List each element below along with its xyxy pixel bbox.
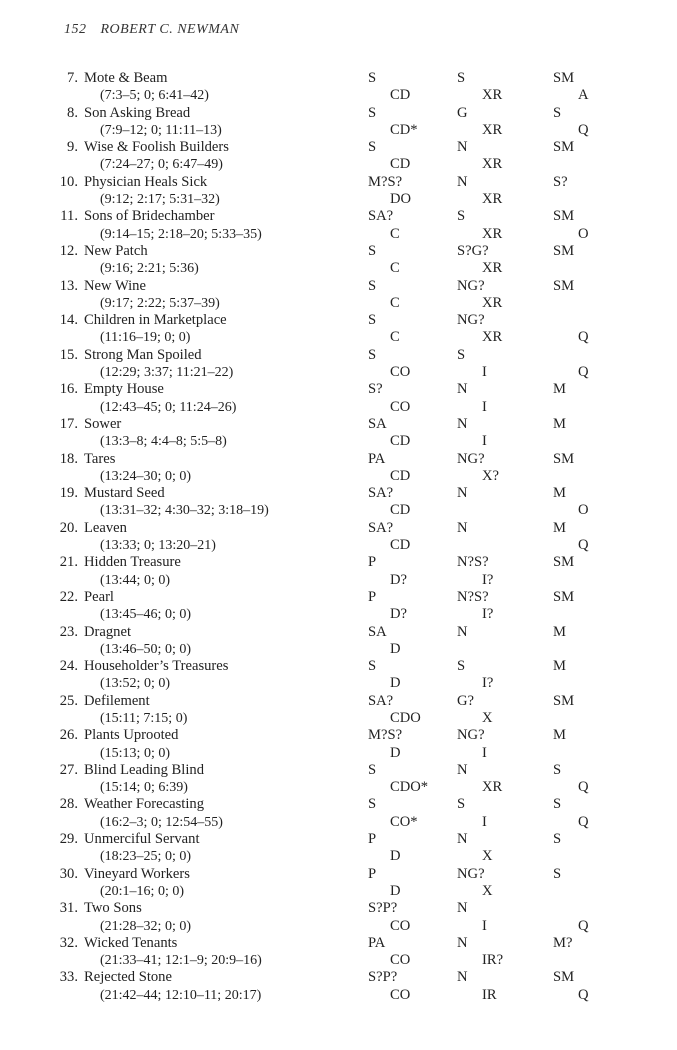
table-row [0,485,677,520]
column-1-code: S [368,70,377,86]
column-1-code: S?P? [368,969,398,986]
column-2-code: G [457,104,468,121]
column-1-code: S [368,346,377,363]
column-1-subcode: CO [390,986,411,1003]
column-1-code: PA [368,934,386,951]
table-row [0,900,677,935]
column-3-code: SM [553,277,575,294]
entry-number: 8. [67,104,78,121]
column-3-code: SM [553,139,575,156]
column-2-subcode: XR [482,260,503,277]
column-1-code: SA [368,415,387,432]
scripture-reference: (12:29; 3:37; 11:21–22) [100,365,234,381]
column-1-code: P [368,831,377,848]
column-3-subcode: Q [578,986,589,1003]
column-1-subcode: CD [390,433,411,450]
scripture-reference: (16:2–3; 0; 12:54–55) [100,814,223,830]
column-2-subcode: I [482,398,487,415]
column-1-code: S? [368,381,383,398]
column-2-code: N [457,519,468,536]
column-1-code: S [368,312,377,329]
column-2-subcode: I [482,364,487,381]
table-row [0,70,677,105]
column-2-subcode: X [482,709,493,726]
column-2-code: N [457,173,468,190]
table-row [0,866,677,901]
column-1-subcode: CDO [390,709,421,726]
entry-number: 32. [59,934,78,951]
scripture-reference: (7:9–12; 0; 11:11–13) [100,122,222,138]
parable-name: Vineyard Workers [84,865,190,882]
table-row [0,174,677,209]
table-row [0,381,677,416]
column-2-subcode: XR [482,191,503,208]
entry-number: 29. [59,831,78,848]
entry-number: 9. [67,139,78,156]
column-3-code: S [553,865,562,882]
column-1-subcode: CO [390,364,411,381]
column-1-code: S [368,796,377,813]
entry-number: 24. [59,658,78,675]
column-3-code: M [553,727,566,744]
table-row [0,969,677,1004]
parable-name: Dragnet [84,623,132,640]
column-1-subcode: D [390,640,401,657]
parable-name: Householder’s Treasures [84,658,229,675]
running-head [64,22,239,38]
entry-number: 7. [67,70,78,86]
scripture-reference: (9:17; 2:22; 5:37–39) [100,295,220,311]
column-1-subcode: C [390,260,400,277]
column-3-subcode: Q [578,329,589,346]
column-3-code: SM [553,242,575,259]
column-3-subcode: Q [578,917,589,934]
column-2-code: N [457,934,468,951]
entry-number: 23. [59,623,78,640]
column-2-subcode: I [482,744,487,761]
column-2-code: S [457,208,466,225]
entry-number: 13. [59,277,78,294]
column-2-subcode: XR [482,87,503,104]
column-3-code: M [553,381,566,398]
parable-name: Wicked Tenants [84,934,178,951]
parable-name: Mustard Seed [84,485,165,502]
parable-name: Tares [84,450,116,467]
entry-number: 26. [59,727,78,744]
table-row [0,796,677,831]
column-2-subcode: X [482,848,493,865]
column-2-code: S [457,658,466,675]
scripture-reference: (13:46–50; 0; 0) [100,641,191,657]
scripture-reference: (18:23–25; 0; 0) [100,849,191,865]
column-1-subcode: CD [390,467,411,484]
scripture-reference: (11:16–19; 0; 0) [100,330,191,346]
column-1-subcode: CD [390,502,411,519]
entry-number: 33. [59,969,78,986]
table-row [0,105,677,140]
column-2-code: N [457,381,468,398]
column-2-code: N [457,900,468,917]
entry-number: 17. [59,415,78,432]
table-row [0,278,677,313]
column-1-code: P [368,865,377,882]
entry-number: 28. [59,796,78,813]
column-3-code: SM [553,208,575,225]
table-row [0,727,677,762]
column-3-code: SM [553,588,575,605]
parable-name: New Patch [84,242,148,259]
table-row [0,347,677,382]
table-row [0,935,677,970]
parable-name: Mote & Beam [84,70,168,86]
parable-name: Sons of Bridechamber [84,208,215,225]
column-2-code: S?G? [457,242,489,259]
column-1-code: SA? [368,485,394,502]
column-2-subcode: XR [482,225,503,242]
scripture-reference: (13:33; 0; 13:20–21) [100,538,216,554]
parable-name: Hidden Treasure [84,554,181,571]
column-2-subcode: XR [482,329,503,346]
column-3-subcode: O [578,225,589,242]
scripture-reference: (21:28–32; 0; 0) [100,918,191,934]
parable-name: Leaven [84,519,127,536]
column-1-subcode: D [390,882,401,899]
entry-number: 20. [59,519,78,536]
column-2-code: N?S? [457,554,489,571]
entry-number: 12. [59,242,78,259]
column-3-code: M? [553,934,573,951]
parable-name: Children in Marketplace [84,312,227,329]
column-1-subcode: CO [390,917,411,934]
column-2-code: N [457,139,468,156]
parable-name: Plants Uprooted [84,727,179,744]
scripture-reference: (15:11; 7:15; 0) [100,710,188,726]
entry-number: 21. [59,554,78,571]
column-3-code: SM [553,692,575,709]
column-3-code: M [553,658,566,675]
column-1-subcode: D? [390,571,408,588]
scripture-reference: (13:31–32; 4:30–32; 3:18–19) [100,503,269,519]
scripture-reference: (13:44; 0; 0) [100,572,170,588]
table-row [0,658,677,693]
scripture-reference: (21:33–41; 12:1–9; 20:9–16) [100,953,262,969]
scripture-reference: (9:16; 2:21; 5:36) [100,261,199,277]
parable-name: Blind Leading Blind [84,761,204,778]
entry-number: 25. [59,692,78,709]
column-1-subcode: D [390,675,401,692]
column-1-code: S [368,104,377,121]
entry-number: 18. [59,450,78,467]
entry-number: 14. [59,312,78,329]
column-2-code: N?S? [457,588,489,605]
column-1-code: S [368,658,377,675]
column-1-subcode: CO [390,952,411,969]
scripture-reference: (12:43–45; 0; 11:24–26) [100,399,237,415]
column-1-code: SA? [368,519,394,536]
column-1-code: SA [368,623,387,640]
column-2-subcode: X? [482,467,500,484]
column-2-code: S [457,346,466,363]
column-3-code: M [553,485,566,502]
column-3-subcode: Q [578,779,589,796]
column-3-code: SM [553,969,575,986]
column-3-subcode: Q [578,813,589,830]
column-1-code: S [368,277,377,294]
column-3-code: M [553,415,566,432]
scripture-reference: (13:3–8; 4:4–8; 5:5–8) [100,434,227,450]
column-2-code: NG? [457,450,485,467]
column-1-code: SA? [368,692,394,709]
column-2-code: N [457,831,468,848]
column-2-code: G? [457,692,475,709]
parable-name: Weather Forecasting [84,796,204,813]
scripture-reference: (7:24–27; 0; 6:47–49) [100,157,223,173]
column-2-code: NG? [457,865,485,882]
parable-name: Empty House [84,381,164,398]
entry-number: 11. [60,208,78,225]
column-1-subcode: DO [390,191,412,208]
column-2-subcode: I [482,433,487,450]
column-1-code: M?S? [368,173,403,190]
parable-name: New Wine [84,277,146,294]
entry-number: 15. [59,346,78,363]
table-row [0,416,677,451]
scripture-reference: (13:52; 0; 0) [100,676,170,692]
column-1-subcode: C [390,294,400,311]
column-2-code: N [457,485,468,502]
column-1-code: SA? [368,208,394,225]
parable-name: Son Asking Bread [84,104,191,121]
column-1-subcode: C [390,329,400,346]
column-3-code: SM [553,450,575,467]
column-2-subcode: I [482,813,487,830]
column-1-code: S?P? [368,900,398,917]
entry-number: 22. [59,588,78,605]
column-2-code: N [457,969,468,986]
table-row [0,624,677,659]
column-2-subcode: X [482,882,493,899]
table-row [0,589,677,624]
scripture-reference: (21:42–44; 12:10–11; 20:17) [100,987,262,1003]
parable-name: Two Sons [84,900,142,917]
column-1-code: P [368,554,377,571]
column-2-code: N [457,623,468,640]
column-3-subcode: A [578,87,589,104]
scripture-reference: (13:24–30; 0; 0) [100,468,191,484]
column-2-code: N [457,415,468,432]
parable-name: Physician Heals Sick [84,173,208,190]
scripture-reference: (15:13; 0; 0) [100,745,170,761]
column-1-subcode: CD [390,156,411,173]
column-2-code: S [457,796,466,813]
column-3-subcode: Q [578,121,589,138]
column-1-subcode: CD* [390,121,418,138]
scripture-reference: (15:14; 0; 6:39) [100,780,188,796]
entry-number: 19. [59,485,78,502]
scripture-reference: (9:12; 2:17; 5:31–32) [100,192,220,208]
entry-number: 10. [59,173,78,190]
parable-name: Strong Man Spoiled [84,346,202,363]
table-row [0,520,677,555]
scripture-reference: (7:3–5; 0; 6:41–42) [100,88,209,104]
column-2-subcode: IR? [482,952,504,969]
parable-name: Pearl [84,588,114,605]
table-row [0,312,677,347]
column-1-subcode: CD [390,537,411,554]
column-2-code: S [457,70,466,86]
column-1-code: S [368,242,377,259]
column-2-subcode: I? [482,675,494,692]
column-2-subcode: I? [482,606,494,623]
column-1-code: PA [368,450,386,467]
column-2-subcode: XR [482,121,503,138]
column-3-code: M [553,519,566,536]
author-name: ROBERT C. NEWMAN [100,22,240,37]
table-row [0,831,677,866]
table-row [0,693,677,728]
column-2-subcode: XR [482,294,503,311]
column-1-subcode: CO* [390,813,418,830]
column-2-code: NG? [457,727,485,744]
table-row [0,554,677,589]
column-2-subcode: XR [482,779,503,796]
column-1-code: S [368,761,377,778]
column-3-subcode: Q [578,364,589,381]
column-1-code: P [368,588,377,605]
table-row [0,762,677,797]
column-3-code: S [553,761,562,778]
column-2-subcode: IR [482,986,497,1003]
column-1-subcode: CD [390,87,411,104]
column-3-code: SM [553,554,575,571]
column-2-subcode: I? [482,571,494,588]
parable-name: Rejected Stone [84,969,172,986]
parable-name: Defilement [84,692,150,709]
column-3-code: S [553,796,562,813]
column-2-code: NG? [457,312,485,329]
column-2-subcode: I [482,917,487,934]
column-1-subcode: C [390,225,400,242]
column-3-code: M [553,623,566,640]
parable-table [0,70,677,1004]
column-1-subcode: D [390,744,401,761]
column-3-subcode: Q [578,537,589,554]
page-number: 152 [64,22,87,37]
column-2-code: NG? [457,277,485,294]
entry-number: 27. [59,761,78,778]
scripture-reference: (13:45–46; 0; 0) [100,607,191,623]
column-1-subcode: CO [390,398,411,415]
table-row [0,208,677,243]
column-1-subcode: CDO* [390,779,429,796]
parable-name: Wise & Foolish Builders [84,139,229,156]
column-3-code: S [553,104,562,121]
table-row [0,451,677,486]
entry-number: 16. [59,381,78,398]
entry-number: 31. [59,900,78,917]
column-1-subcode: D [390,848,401,865]
column-1-code: S [368,139,377,156]
column-3-code: S? [553,173,568,190]
column-3-subcode: O [578,502,589,519]
scripture-reference: (9:14–15; 2:18–20; 5:33–35) [100,226,262,242]
column-3-code: S [553,831,562,848]
column-2-code: N [457,761,468,778]
column-2-subcode: XR [482,156,503,173]
entry-number: 30. [59,865,78,882]
table-row [0,139,677,174]
column-1-subcode: D? [390,606,408,623]
scripture-reference: (20:1–16; 0; 0) [100,883,184,899]
parable-name: Unmerciful Servant [84,831,200,848]
parable-name: Sower [84,415,122,432]
table-row [0,243,677,278]
column-1-code: M?S? [368,727,403,744]
column-3-code: SM [553,70,575,86]
